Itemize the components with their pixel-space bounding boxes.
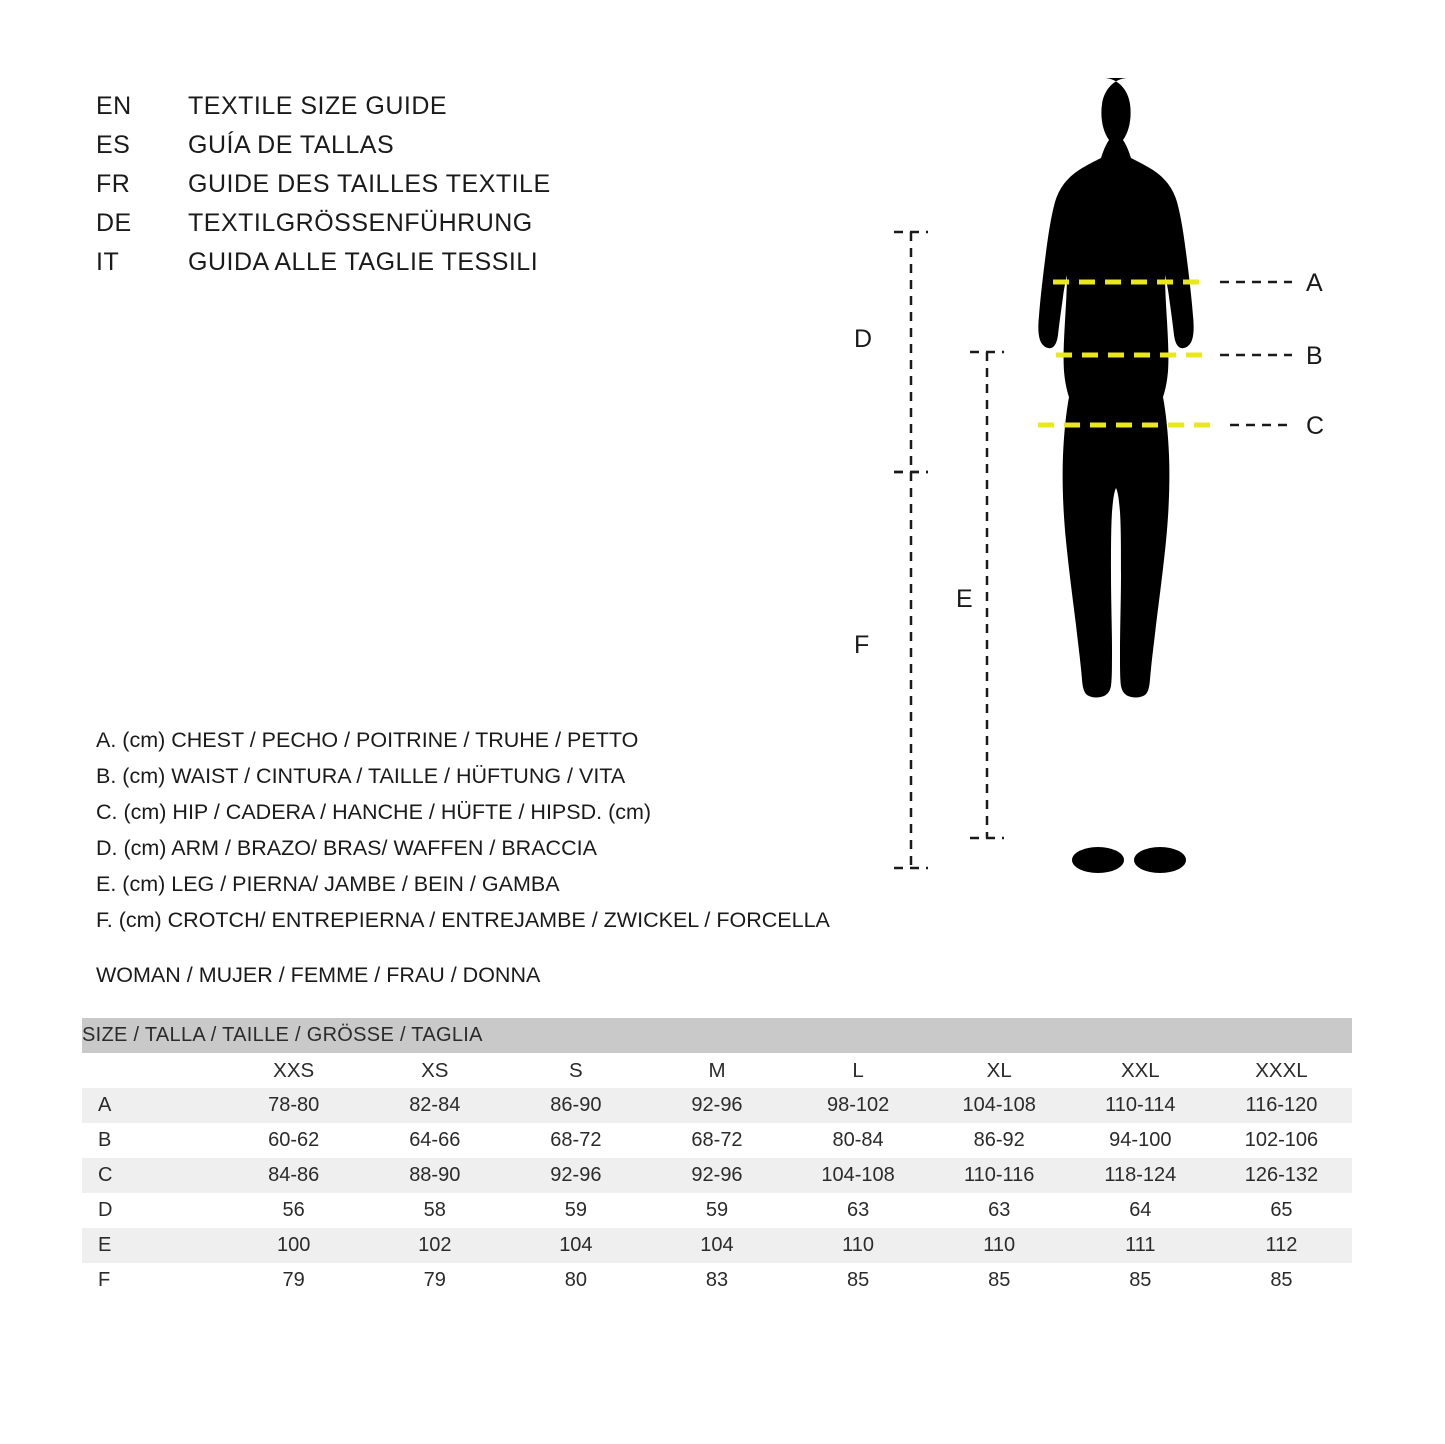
measure-label-f: F (854, 631, 870, 659)
cell-d-xs: 58 (364, 1193, 505, 1228)
cell-b-xl: 86-92 (929, 1123, 1070, 1158)
size-header-xxxl: XXXL (1211, 1053, 1352, 1088)
cell-e-xxs: 100 (223, 1228, 364, 1263)
cell-f-xl: 85 (929, 1263, 1070, 1298)
legend-item-d: D. (cm) ARM / BRAZO/ BRAS/ WAFFEN / BRACCIA (96, 836, 597, 860)
leader-lines (1220, 282, 1292, 425)
cell-f-xxxl: 85 (1211, 1263, 1352, 1298)
size-header-xl: XL (929, 1053, 1070, 1088)
cell-f-xs: 79 (364, 1263, 505, 1298)
row-label-c: C (82, 1158, 223, 1193)
cell-c-xs: 88-90 (364, 1158, 505, 1193)
cell-e-xs: 102 (364, 1228, 505, 1263)
cell-a-xxs: 78-80 (223, 1088, 364, 1123)
crotch-dimension-bracket (894, 472, 928, 868)
title-block (96, 92, 551, 287)
legend-block (96, 722, 830, 938)
size-header-xxl: XXL (1070, 1053, 1211, 1088)
cell-d-xl: 63 (929, 1193, 1070, 1228)
cell-f-s: 80 (505, 1263, 646, 1298)
cell-c-m: 92-96 (646, 1158, 787, 1193)
size-header-m: M (646, 1053, 787, 1088)
table-corner-cell (82, 1053, 223, 1088)
size-header-xs: XS (364, 1053, 505, 1088)
row-label-b: B (82, 1123, 223, 1158)
cell-c-xxl: 118-124 (1070, 1158, 1211, 1193)
cell-b-l: 80-84 (788, 1123, 929, 1158)
cell-c-s: 92-96 (505, 1158, 646, 1193)
measure-label-c: C (1306, 412, 1325, 440)
title-text-de: TEXTILGRÖSSENFÜHRUNG (188, 209, 533, 237)
table-header-row (82, 1053, 1352, 1088)
cell-e-m: 104 (646, 1228, 787, 1263)
cell-e-xl: 110 (929, 1228, 1070, 1263)
measurement-diagram (840, 60, 1380, 890)
cell-a-xl: 104-108 (929, 1088, 1070, 1123)
table-row (82, 1123, 1352, 1158)
cell-f-l: 85 (788, 1263, 929, 1298)
cell-a-l: 98-102 (788, 1088, 929, 1123)
cell-a-m: 92-96 (646, 1088, 787, 1123)
cell-d-xxs: 56 (223, 1193, 364, 1228)
cell-e-xxxl: 112 (1211, 1228, 1352, 1263)
cell-f-m: 83 (646, 1263, 787, 1298)
cell-a-xs: 82-84 (364, 1088, 505, 1123)
row-label-e: E (82, 1228, 223, 1263)
title-lang-fr: FR (96, 170, 131, 198)
size-table-wrapper (82, 1018, 1352, 1298)
cell-f-xxs: 79 (223, 1263, 364, 1298)
legend-item-e: E. (cm) LEG / PIERNA/ JAMBE / BEIN / GAMBA (96, 872, 560, 896)
cell-a-s: 86-90 (505, 1088, 646, 1123)
title-row (96, 248, 551, 287)
cell-b-s: 68-72 (505, 1123, 646, 1158)
title-text-es: GUÍA DE TALLAS (188, 131, 395, 159)
table-row (82, 1088, 1352, 1123)
cell-d-m: 59 (646, 1193, 787, 1228)
title-lang-en: EN (96, 92, 132, 120)
title-row (96, 92, 551, 131)
cell-b-xxs: 60-62 (223, 1123, 364, 1158)
row-label-f: F (82, 1263, 223, 1298)
legend-item-f: F. (cm) CROTCH/ ENTREPIERNA / ENTREJAMBE / ZWICKEL / FORCELLA (96, 908, 830, 932)
cell-b-m: 68-72 (646, 1123, 787, 1158)
cell-c-l: 104-108 (788, 1158, 929, 1193)
cell-d-s: 59 (505, 1193, 646, 1228)
size-header-l: L (788, 1053, 929, 1088)
row-label-a: A (82, 1088, 223, 1123)
title-row (96, 209, 551, 248)
cell-e-l: 110 (788, 1228, 929, 1263)
size-table (82, 1018, 1352, 1298)
cell-a-xxl: 110-114 (1070, 1088, 1211, 1123)
title-lang-de: DE (96, 209, 132, 237)
size-header-xxs: XXS (223, 1053, 364, 1088)
cell-b-xxxl: 102-106 (1211, 1123, 1352, 1158)
title-lang-it: IT (96, 248, 120, 276)
cell-d-xxxl: 65 (1211, 1193, 1352, 1228)
legend-item-a: A. (cm) CHEST / PECHO / POITRINE / TRUHE / PETTO (96, 728, 639, 752)
measure-label-b: B (1306, 342, 1323, 370)
table-row (82, 1263, 1352, 1298)
arm-dimension-bracket (894, 232, 928, 472)
table-row (82, 1158, 1352, 1193)
table-band-row (82, 1018, 1352, 1053)
measure-label-a: A (1306, 269, 1323, 297)
cell-e-s: 104 (505, 1228, 646, 1263)
table-row (82, 1193, 1352, 1228)
measure-label-e: E (956, 585, 973, 613)
row-label-d: D (82, 1193, 223, 1228)
cell-e-xxl: 111 (1070, 1228, 1211, 1263)
legend-item-b: B. (cm) WAIST / CINTURA / TAILLE / HÜFTUNG / VITA (96, 764, 626, 788)
cell-d-xxl: 64 (1070, 1193, 1211, 1228)
legend-item-c: C. (cm) HIP / CADERA / HANCHE / HÜFTE / HIPSD. (cm) (96, 800, 652, 824)
female-body-silhouette (1038, 78, 1193, 873)
gender-heading: WOMAN / MUJER / FEMME / FRAU / DONNA (96, 963, 541, 987)
cell-b-xs: 64-66 (364, 1123, 505, 1158)
cell-d-l: 63 (788, 1193, 929, 1228)
cell-c-xl: 110-116 (929, 1158, 1070, 1193)
cell-a-xxxl: 116-120 (1211, 1088, 1352, 1123)
cell-c-xxxl: 126-132 (1211, 1158, 1352, 1193)
title-row (96, 131, 551, 170)
size-header-s: S (505, 1053, 646, 1088)
cell-f-xxl: 85 (1070, 1263, 1211, 1298)
title-text-en: TEXTILE SIZE GUIDE (188, 92, 448, 120)
cell-b-xxl: 94-100 (1070, 1123, 1211, 1158)
leg-dimension-bracket (970, 352, 1004, 838)
cell-c-xxs: 84-86 (223, 1158, 364, 1193)
title-text-fr: GUIDE DES TAILLES TEXTILE (188, 170, 551, 198)
table-row (82, 1228, 1352, 1263)
table-band-label: SIZE / TALLA / TAILLE / GRÖSSE / TAGLIA (82, 1018, 1352, 1053)
title-row (96, 170, 551, 209)
title-text-it: GUIDA ALLE TAGLIE TESSILI (188, 248, 539, 276)
title-lang-es: ES (96, 131, 131, 159)
measure-label-d: D (854, 325, 873, 353)
